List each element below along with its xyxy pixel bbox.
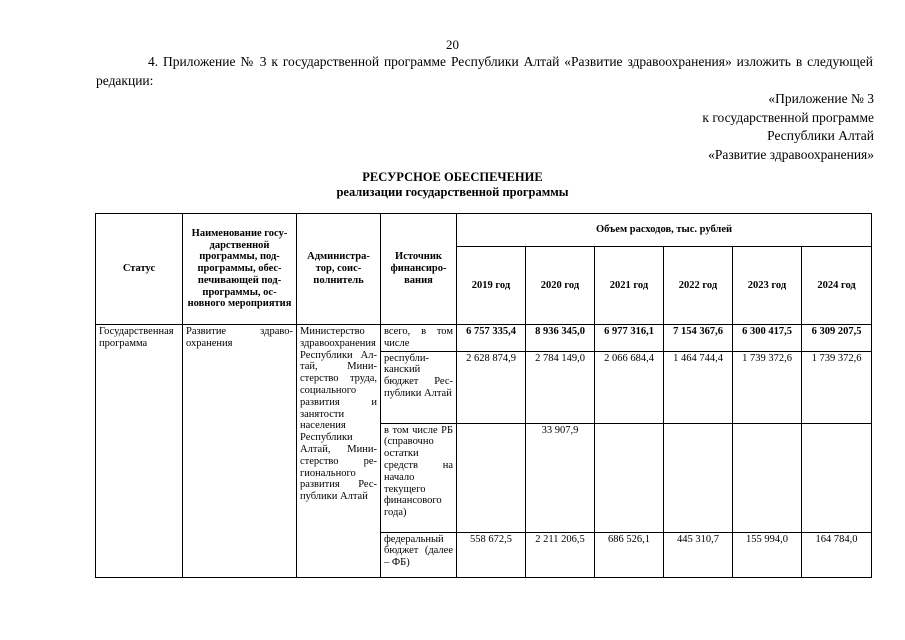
funding-source-cell: республиканский бюджет Республики Алтай (381, 351, 457, 423)
resource-table (95, 213, 872, 578)
page-number: 20 (446, 37, 459, 52)
value-cell (457, 423, 526, 532)
header-administrator: Администратор, соисполнитель (297, 214, 381, 325)
value-cell: 164 784,0 (802, 532, 872, 577)
value-cell (733, 423, 802, 532)
value-cell: 2 211 206,5 (526, 532, 595, 577)
document-subtitle: реализации государственной программы (336, 185, 569, 199)
program-name-cell: Развитие здравоохранения (183, 325, 297, 578)
value-cell: 2 066 684,4 (595, 351, 664, 423)
value-cell: 155 994,0 (733, 532, 802, 577)
funding-source-cell: всего, в том числе (381, 325, 457, 352)
header-year: 2024 год (802, 247, 872, 325)
value-cell: 2 628 874,9 (457, 351, 526, 423)
header-year: 2019 год (457, 247, 526, 325)
value-cell: 2 784 149,0 (526, 351, 595, 423)
appendix-heading (702, 90, 874, 164)
value-cell: 445 310,7 (664, 532, 733, 577)
value-cell: 6 977 316,1 (595, 325, 664, 352)
document-title: РЕСУРСНОЕ ОБЕСПЕЧЕНИЕ (362, 170, 543, 184)
value-cell: 686 526,1 (595, 532, 664, 577)
header-year: 2022 год (664, 247, 733, 325)
value-cell: 8 936 345,0 (526, 325, 595, 352)
appendix-line: «Развитие здравоохранения» (708, 146, 874, 162)
header-funding-source: Источник финансирования (381, 214, 457, 325)
intro-paragraph (96, 52, 873, 90)
value-cell: 1 739 372,6 (733, 351, 802, 423)
value-cell: 6 300 417,5 (733, 325, 802, 352)
value-cell (802, 423, 872, 532)
header-status: Статус (96, 214, 183, 325)
header-expenses: Объем расходов, тыс. рублей (457, 214, 872, 247)
table-row (96, 325, 872, 352)
value-cell: 6 757 335,4 (457, 325, 526, 352)
header-year: 2021 год (595, 247, 664, 325)
funding-source-cell: в том числе РБ (справочно остатки средств на начало текущего финансового года) (381, 423, 457, 532)
appendix-line: «Приложение № 3 (768, 91, 874, 106)
administrator-cell: Министерство здравоохранения Республики Алтай, Министерство труда, социального развития и занятости населения Республики Алтай, Министерство регионального развития Республики Алтай (297, 325, 381, 578)
value-cell: 558 672,5 (457, 532, 526, 577)
appendix-line: Республики Алтай (767, 128, 874, 143)
value-cell: 1 464 744,4 (664, 351, 733, 423)
appendix-line: к государственной программе (702, 109, 874, 125)
funding-source-cell: федеральный бюджет (далее – ФБ) (381, 532, 457, 577)
value-cell: 6 309 207,5 (802, 325, 872, 352)
value-cell: 33 907,9 (526, 423, 595, 532)
intro-text: 4. Приложение № 3 к государственной программе Республики Алтай «Развитие здравоохранения» изложить в следующей редакции: (96, 54, 873, 88)
header-year: 2023 год (733, 247, 802, 325)
header-program-name: Наименование государственной программы, подпрограммы, обеспечивающей подпрограммы, основного мероприятия (183, 214, 297, 325)
value-cell (664, 423, 733, 532)
status-cell: Государственная программа (96, 325, 183, 578)
value-cell: 7 154 367,6 (664, 325, 733, 352)
document-title-block (0, 170, 905, 200)
value-cell (595, 423, 664, 532)
header-row (96, 214, 872, 247)
value-cell: 1 739 372,6 (802, 351, 872, 423)
header-year: 2020 год (526, 247, 595, 325)
